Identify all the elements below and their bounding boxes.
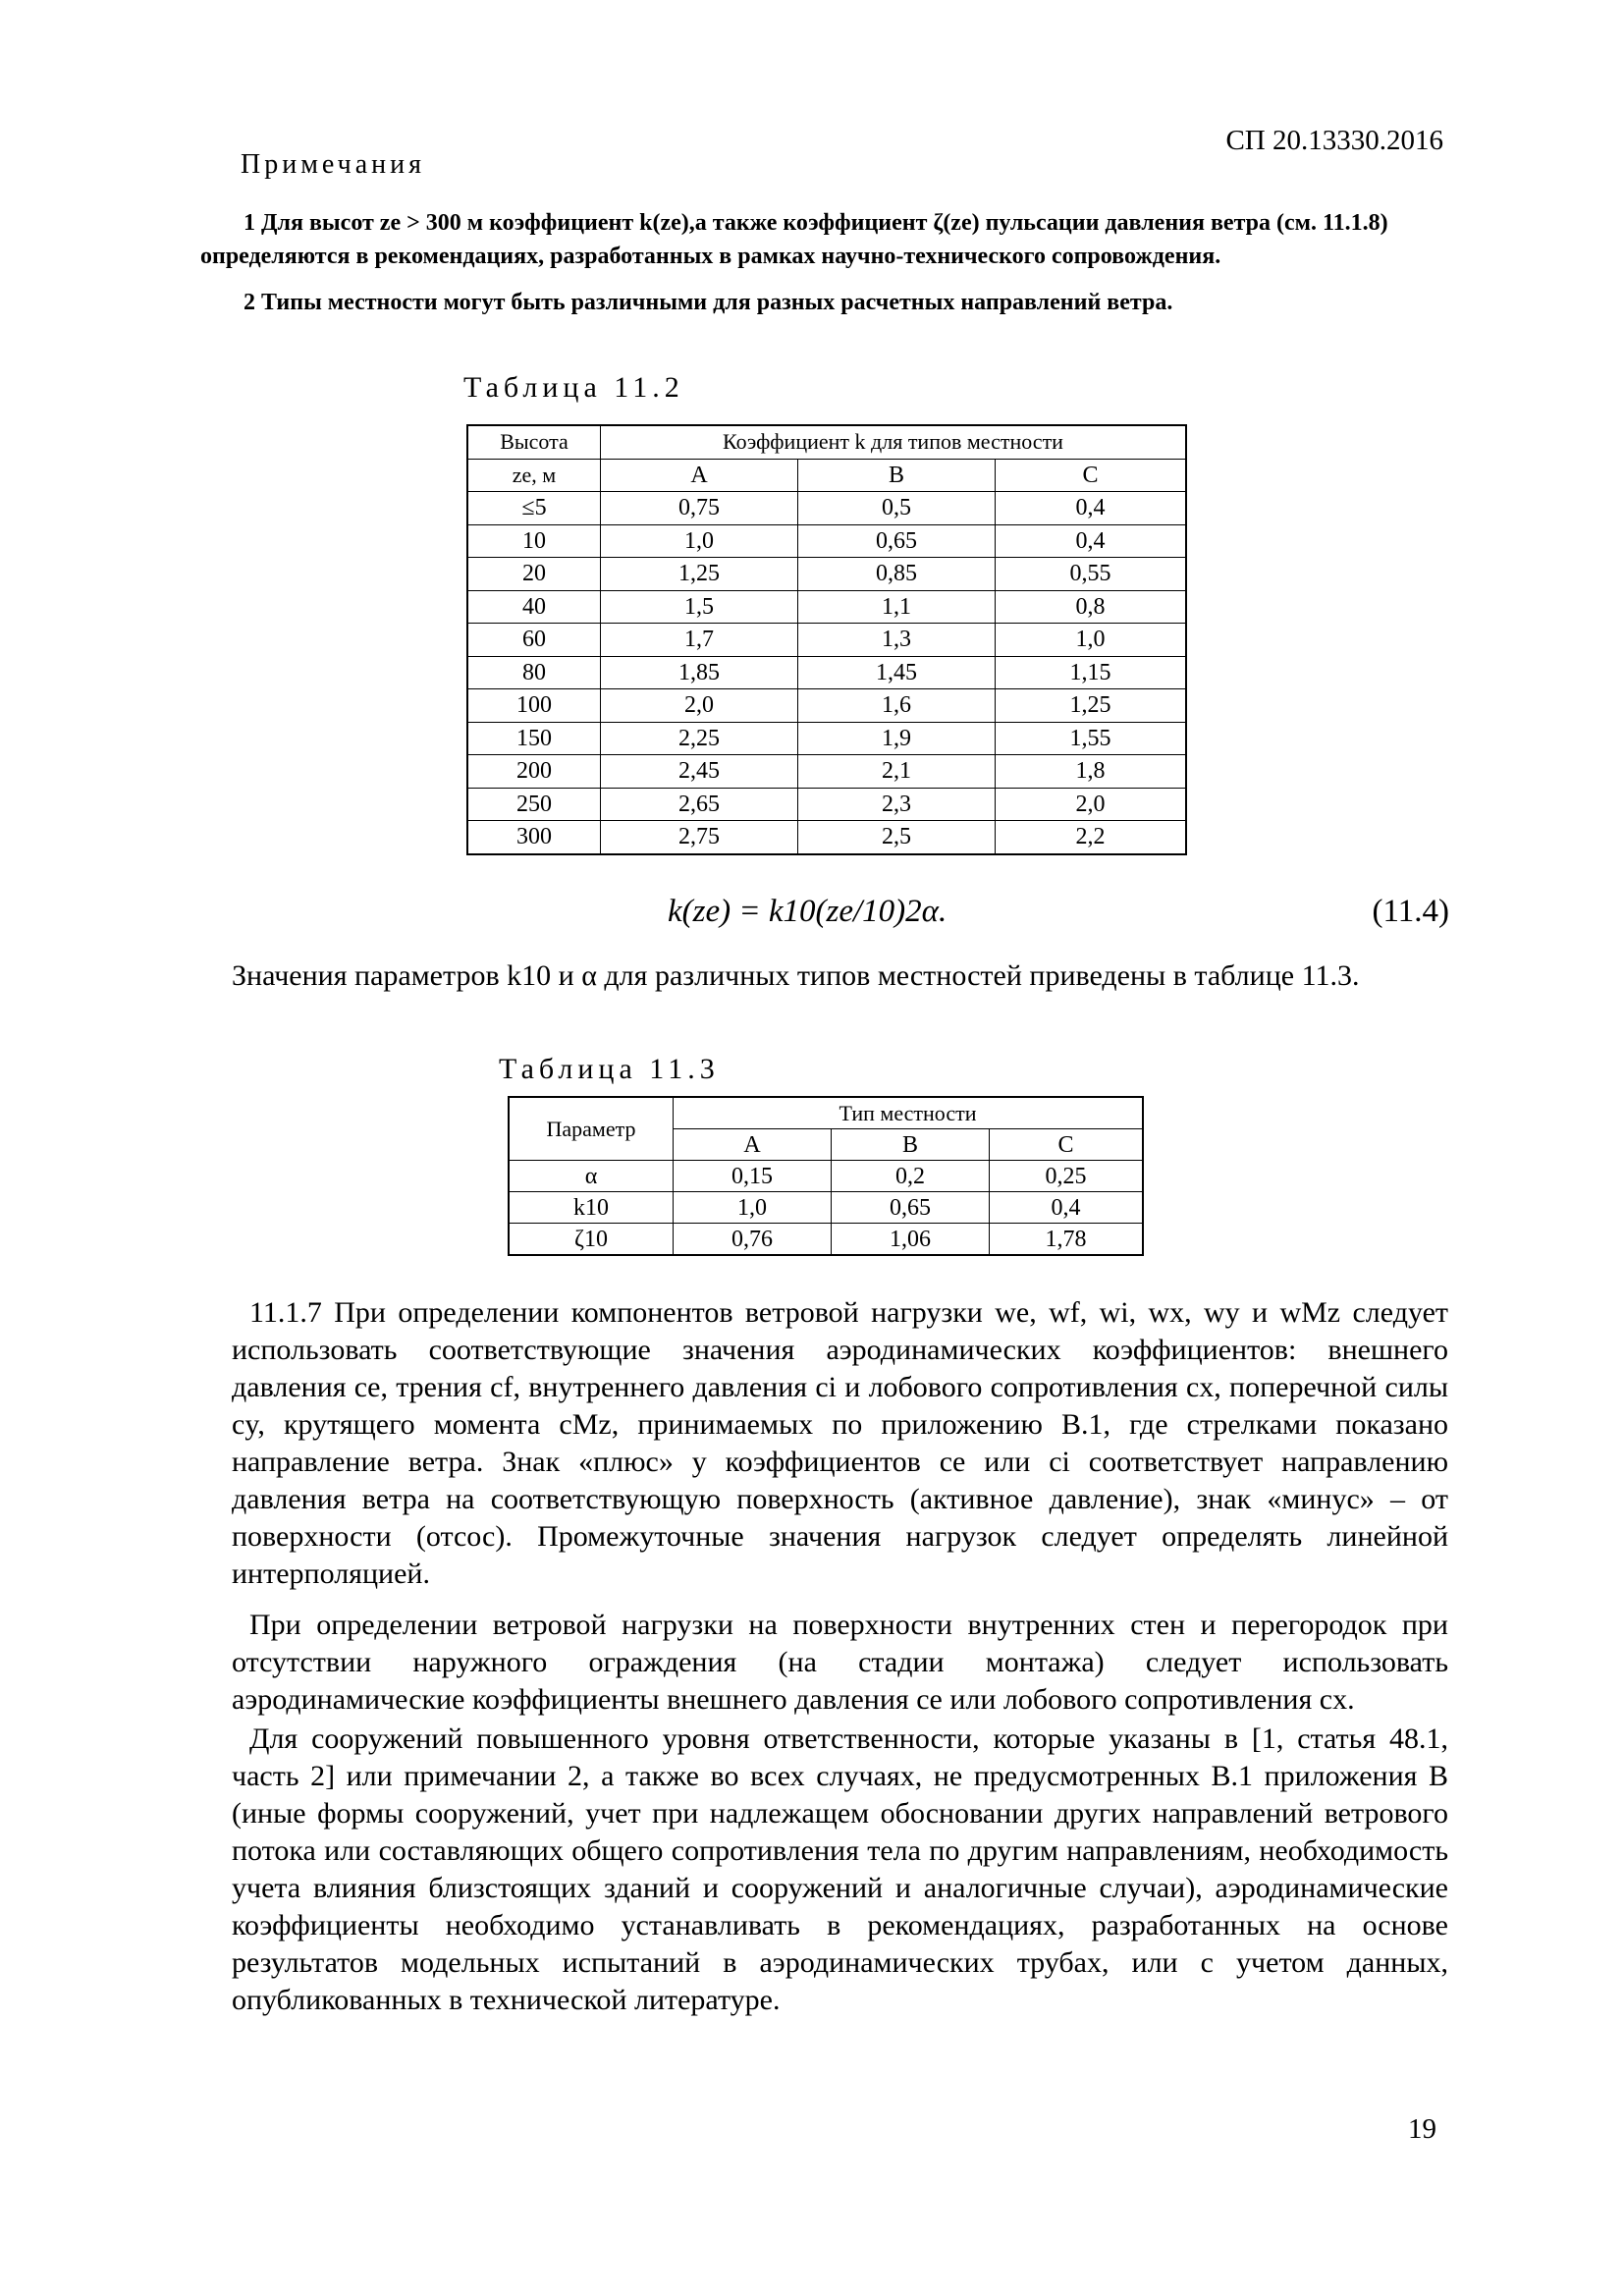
cell-value: 0,55 bbox=[996, 558, 1187, 591]
formula-number: (11.4) bbox=[1372, 894, 1449, 929]
terrain-b-header: B bbox=[832, 1129, 990, 1161]
table-11-2-row bbox=[467, 755, 1186, 789]
cell-value: 1,15 bbox=[996, 656, 1187, 689]
document-code: СП 20.13330.2016 bbox=[1225, 125, 1443, 156]
table-11-2-row bbox=[467, 524, 1186, 558]
row-label: 60 bbox=[467, 624, 601, 657]
table-11-2-row bbox=[467, 558, 1186, 591]
cell-value: 0,75 bbox=[601, 492, 798, 525]
table-11-2-row bbox=[467, 689, 1186, 723]
table-11-3 bbox=[508, 1096, 1144, 1256]
cell-value: 1,25 bbox=[601, 558, 798, 591]
table-11-3-row bbox=[509, 1224, 1143, 1256]
cell-value: 1,85 bbox=[601, 656, 798, 689]
row-label: ζ10 bbox=[509, 1224, 674, 1256]
note-1: 1 Для высот ze > 300 м коэффициент k(ze),а также коэффициент ζ(ze) пульсации давления ветра (см. 11.1.8) определяются в рекомендациях, разработанных в рамках научно-технического сопровождения. bbox=[200, 210, 1388, 269]
row-label: k10 bbox=[509, 1192, 674, 1224]
cell-value: 2,0 bbox=[601, 689, 798, 723]
param-header: Параметр bbox=[509, 1097, 674, 1161]
cell-value: 1,0 bbox=[996, 624, 1187, 657]
row-label: 250 bbox=[467, 788, 601, 821]
cell-value: 2,2 bbox=[996, 821, 1187, 854]
coefficient-group-header: Коэффициент k для типов местности bbox=[601, 425, 1187, 459]
table-11-2-row bbox=[467, 624, 1186, 657]
cell-value: 1,1 bbox=[798, 590, 996, 624]
cell-value: 0,4 bbox=[996, 524, 1187, 558]
cell-value: 0,2 bbox=[832, 1161, 990, 1192]
notes-title: Примечания bbox=[241, 149, 426, 180]
table-11-2-row bbox=[467, 821, 1186, 854]
cell-value: 1,25 bbox=[996, 689, 1187, 723]
row-label: 20 bbox=[467, 558, 601, 591]
cell-value: 0,4 bbox=[990, 1192, 1144, 1224]
cell-value: 2,3 bbox=[798, 788, 996, 821]
cell-value: 1,9 bbox=[798, 722, 996, 755]
table-11-3-row bbox=[509, 1192, 1143, 1224]
terrain-type-header: Тип местности bbox=[674, 1097, 1144, 1129]
cell-value: 0,25 bbox=[990, 1161, 1144, 1192]
paragraph-high-responsibility: Для сооружений повышенного уровня ответственности, которые указаны в [1, статья 48.1, часть 2] или примечании 2, а также во всех случаях, не предусмотренных В.1 приложения В (иные формы сооружений, учет при надлежащем обосновании других направлений ветрового потока или составляющих общего сопротивления тела по другим направлениям, необходимость учета влияния близстоящих зданий и сооружений и аналогичные случаи), аэродинамические коэффициенты необходимо устанавливать в рекомендациях, разработанных на основе результатов модельных испытаний в аэродинамических трубах, или с учетом данных, опубликованных в технической литературе. bbox=[232, 1722, 1448, 2016]
row-label: 200 bbox=[467, 755, 601, 789]
cell-value: 2,1 bbox=[798, 755, 996, 789]
cell-value: 0,4 bbox=[996, 492, 1187, 525]
cell-value: 1,0 bbox=[674, 1192, 832, 1224]
terrain-a-header: A bbox=[674, 1129, 832, 1161]
cell-value: 1,55 bbox=[996, 722, 1187, 755]
row-label: 150 bbox=[467, 722, 601, 755]
cell-value: 0,5 bbox=[798, 492, 996, 525]
table-11-2-row bbox=[467, 492, 1186, 525]
table-11-2-row bbox=[467, 656, 1186, 689]
row-label: 40 bbox=[467, 590, 601, 624]
cell-value: 0,15 bbox=[674, 1161, 832, 1192]
formula-11-4: k(ze) = k10(ze/10)2α. bbox=[668, 894, 947, 929]
table-11-2-row bbox=[467, 590, 1186, 624]
cell-value: 0,76 bbox=[674, 1224, 832, 1256]
row-label: α bbox=[509, 1161, 674, 1192]
table-11-2-caption: Таблица 11.2 bbox=[463, 371, 684, 404]
page-number: 19 bbox=[1408, 2113, 1436, 2145]
cell-value: 0,8 bbox=[996, 590, 1187, 624]
height-header: Высота bbox=[467, 425, 601, 459]
cell-value: 1,06 bbox=[832, 1224, 990, 1256]
intro-table-11-3: Значения параметров k10 и α для различных типов местностей приведены в таблице 11.3. bbox=[232, 959, 1360, 992]
cell-value: 2,65 bbox=[601, 788, 798, 821]
row-label: 300 bbox=[467, 821, 601, 854]
cell-value: 1,6 bbox=[798, 689, 996, 723]
table-11-3-row bbox=[509, 1161, 1143, 1192]
row-label: 80 bbox=[467, 656, 601, 689]
table-11-2 bbox=[466, 424, 1187, 855]
cell-value: 0,65 bbox=[798, 524, 996, 558]
cell-value: 0,85 bbox=[798, 558, 996, 591]
terrain-b-header: B bbox=[798, 459, 996, 492]
paragraph-11-1-7: 11.1.7 При определении компонентов ветровой нагрузки we, wf, wi, wx, wy и wMz следует использовать соответствующие значения аэродинамических коэффициентов: внешнего давления ce, трения cf, внутреннего давления ci и лобового сопротивления cx, поперечной силы cy, крутящего момента cMz, принимаемых по приложению В.1, где стрелками показано направление ветра. Знак «плюс» у коэффициентов ce или ci соответствует направлению давления ветра на соответствующую поверхность (активное давление), знак «минус» – от поверхности (отсос). Промежуточные значения нагрузок следует определять линейной интерполяцией. bbox=[232, 1296, 1448, 1590]
cell-value: 1,8 bbox=[996, 755, 1187, 789]
note-2: 2 Типы местности могут быть различными для разных расчетных направлений ветра. bbox=[244, 290, 1173, 315]
cell-value: 1,0 bbox=[601, 524, 798, 558]
row-label: 10 bbox=[467, 524, 601, 558]
terrain-c-header: C bbox=[996, 459, 1187, 492]
terrain-a-header: A bbox=[601, 459, 798, 492]
cell-value: 2,25 bbox=[601, 722, 798, 755]
table-11-2-row bbox=[467, 788, 1186, 821]
cell-value: 1,7 bbox=[601, 624, 798, 657]
height-unit-header: ze, м bbox=[467, 459, 601, 492]
cell-value: 2,0 bbox=[996, 788, 1187, 821]
terrain-c-header: C bbox=[990, 1129, 1144, 1161]
cell-value: 0,65 bbox=[832, 1192, 990, 1224]
cell-value: 2,45 bbox=[601, 755, 798, 789]
cell-value: 1,78 bbox=[990, 1224, 1144, 1256]
cell-value: 1,5 bbox=[601, 590, 798, 624]
table-11-2-row bbox=[467, 722, 1186, 755]
cell-value: 2,75 bbox=[601, 821, 798, 854]
cell-value: 1,3 bbox=[798, 624, 996, 657]
cell-value: 1,45 bbox=[798, 656, 996, 689]
row-label: ≤5 bbox=[467, 492, 601, 525]
paragraph-internal-walls: При определении ветровой нагрузки на поверхности внутренних стен и перегородок при отсутствии наружного ограждения (на стадии монтажа) следует использовать аэродинамические коэффициенты внешнего давления ce или лобового сопротивления cx. bbox=[232, 1609, 1448, 1716]
row-label: 100 bbox=[467, 689, 601, 723]
cell-value: 2,5 bbox=[798, 821, 996, 854]
table-11-3-caption: Таблица 11.3 bbox=[499, 1053, 720, 1085]
